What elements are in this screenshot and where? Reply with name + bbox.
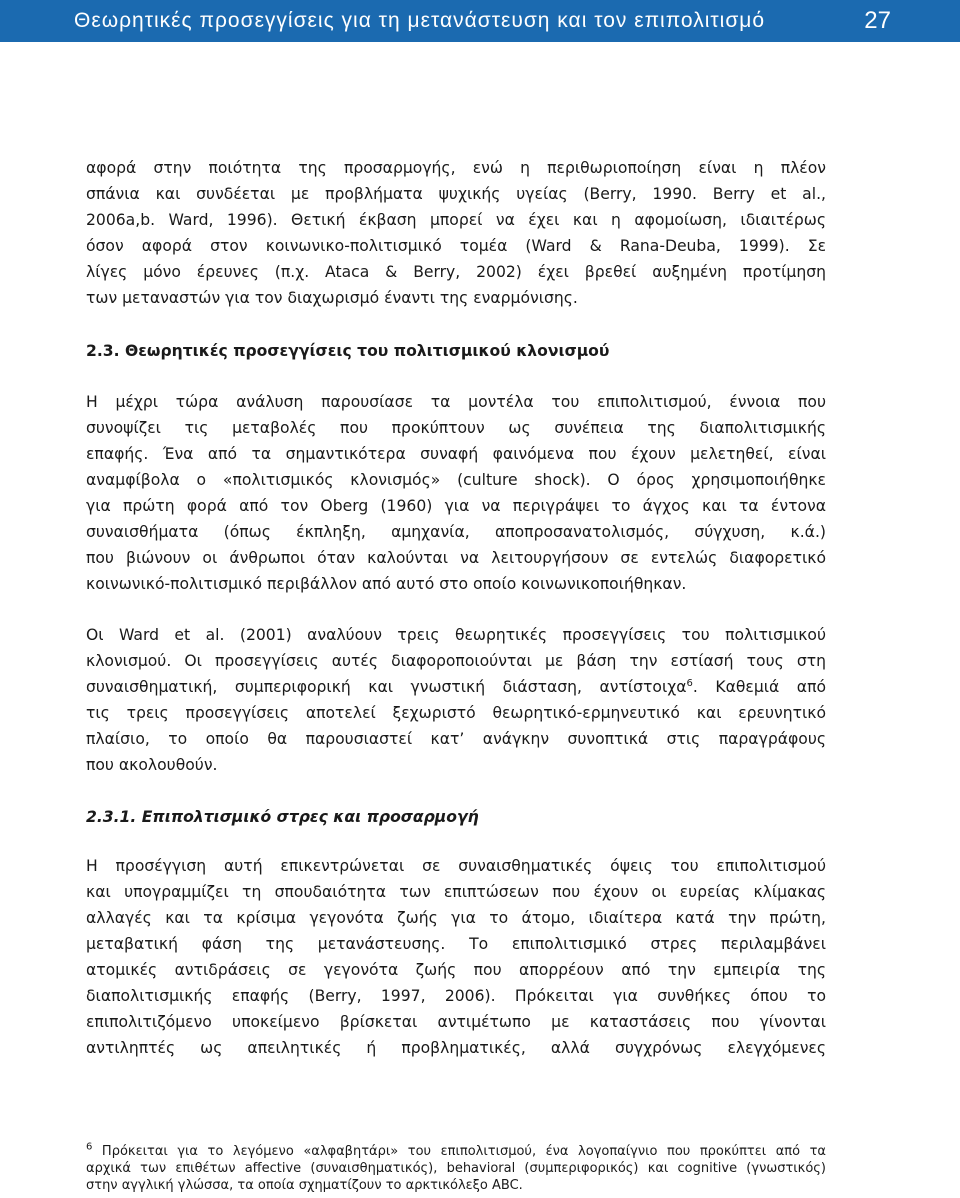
text-line: μεταβατική φάση της μετανάστευσης. Το επιπολιτισμικό στρες περιλαμβάνει xyxy=(86,935,826,953)
running-header xyxy=(0,0,960,42)
text-line: συνοψίζει τις μεταβολές που προκύπτουν ως συνέπεια της διαπολιτισμικής xyxy=(86,419,826,437)
text-line: Η μέχρι τώρα ανάλυση παρουσίασε τα μοντέλα του επιπολιτισμού, έννοια που xyxy=(86,393,826,411)
text-line: αντιληπτές ως απειλητικές ή προβληματικές, αλλά συγχρόνως ελεγχόμενες xyxy=(86,1039,826,1057)
text-line: 2006a,b. Ward, 1996). Θετική έκβαση μπορεί να έχει και η αφομοίωση, ιδιαιτέρως xyxy=(86,211,826,229)
page-number: 27 xyxy=(864,7,891,34)
text-line: διαπολιτισμικής επαφής (Berry, 1997, 2006). Πρόκειται για συνθήκες όπου το xyxy=(86,987,826,1005)
text-line: για πρώτη φορά από τον Oberg (1960) για να περιγράψει το άγχος και τα έντονα xyxy=(86,497,826,515)
text-line: συναισθήματα (όπως έκπληξη, αμηχανία, αποπροσανατολισμός, σύγχυση, κ.ά.) xyxy=(86,523,826,541)
intro-paragraph xyxy=(86,155,826,311)
text-line: που βιώνουν οι άνθρωποι όταν καλούνται να λειτουργήσουν σε εντελώς διαφορετικό xyxy=(86,549,826,567)
text-line: σπάνια και συνδέεται με προβλήματα ψυχικής υγείας (Berry, 1990. Berry et al., xyxy=(86,185,826,203)
footnote xyxy=(86,1143,826,1194)
text-line: επιπολιτιζόμενο υποκείμενο βρίσκεται αντιμέτωπο με καταστάσεις που γίνονται xyxy=(86,1013,826,1031)
paragraph-acculturative-stress xyxy=(86,853,826,1061)
text-segment: συναισθηματική, συμπεριφορική και γνωστική διάσταση, αντίστοιχα xyxy=(86,678,687,696)
text-line: αναμφίβολα ο «πολιτισμικός κλονισμός» (culture shock). Ο όρος χρησιμοποιήθηκε xyxy=(86,471,826,489)
section-heading: 2.3. Θεωρητικές προσεγγίσεις του πολιτισμικού κλονισμού xyxy=(86,342,610,360)
footnote-reference: 6 xyxy=(686,677,693,689)
text-line: κοινωνικό-πολιτισμικό περιβάλλον από αυτό στο οποίο κοινωνικοποιήθηκαν. xyxy=(86,575,687,593)
text-line: των μεταναστών για τον διαχωρισμό έναντι της εναρμόνισης. xyxy=(86,289,578,307)
text-line: τις τρεις προσεγγίσεις αποτελεί ξεχωριστό θεωρητικό-ερμηνευτικό και ερευνητικό xyxy=(86,704,826,722)
footnote-text: Πρόκειται για το λεγόμενο «αλφαβητάρι» του επιπολιτισμού, ένα λογοπαίγνιο που προκύπτει από τα xyxy=(92,1144,826,1159)
text-line: λίγες μόνο έρευνες (π.χ. Ataca & Berry, 2002) έχει βρεθεί αυξημένη προτίμηση xyxy=(86,263,826,281)
text-line: πλαίσιο, το οποίο θα παρουσιαστεί κατ’ ανάγκην συνοπτικά στις παραγράφους xyxy=(86,730,826,748)
running-header-title: Θεωρητικές προσεγγίσεις για τη μετανάστευση και τον επιπολιτισμό xyxy=(74,9,766,32)
paragraph-culture-shock-intro xyxy=(86,389,826,597)
footnote-line: αρχικά των επιθέτων affective (συναισθηματικός), behavioral (συμπεριφορικός) και cognitive (γνωστικός) xyxy=(86,1161,826,1176)
text-segment: . Καθεμιά από xyxy=(692,678,826,696)
footnote-marker: 6 xyxy=(86,1141,93,1153)
text-line: αφορά στην ποιότητα της προσαρμογής, ενώ η περιθωριοποίηση είναι η πλέον xyxy=(86,159,826,177)
footnote-line xyxy=(86,1143,826,1160)
text-line: επαφής. Ένα από τα σημαντικότερα συναφή φαινόμενα που έχουν μελετηθεί, είναι xyxy=(86,445,826,463)
footnote-line: στην αγγλική γλώσσα, τα οποία σχηματίζουν το αρκτικόλεξο ABC. xyxy=(86,1178,523,1193)
text-line: που ακολουθούν. xyxy=(86,756,218,774)
text-line xyxy=(86,674,826,700)
text-line: αλλαγές και τα κρίσιμα γεγονότα ζωής για το άτομο, ιδιαίτερα κατά την πρώτη, xyxy=(86,909,826,927)
text-line: ατομικές αντιδράσεις σε γεγονότα ζωής που απορρέουν από την εμπειρία της xyxy=(86,961,826,979)
text-line: κλονισμού. Οι προσεγγίσεις αυτές διαφοροποιούνται με βάση την εστίασή τους στη xyxy=(86,652,826,670)
subsection-heading: 2.3.1. Επιπολτισμικό στρες και προσαρμογή xyxy=(86,808,479,826)
text-line: Η προσέγγιση αυτή επικεντρώνεται σε συναισθηματικές όψεις του επιπολιτισμού xyxy=(86,857,826,875)
text-line: Οι Ward et al. (2001) αναλύουν τρεις θεωρητικές προσεγγίσεις του πολιτισμικού xyxy=(86,626,826,644)
text-line: όσον αφορά στον κοινωνικο-πολιτισμικό τομέα (Ward & Rana-Deuba, 1999). Σε xyxy=(86,237,826,255)
text-line: και υπογραμμίζει τη σπουδαιότητα των επιπτώσεων που έχουν οι ευρείας κλίμακας xyxy=(86,883,826,901)
paragraph-three-approaches xyxy=(86,622,826,778)
